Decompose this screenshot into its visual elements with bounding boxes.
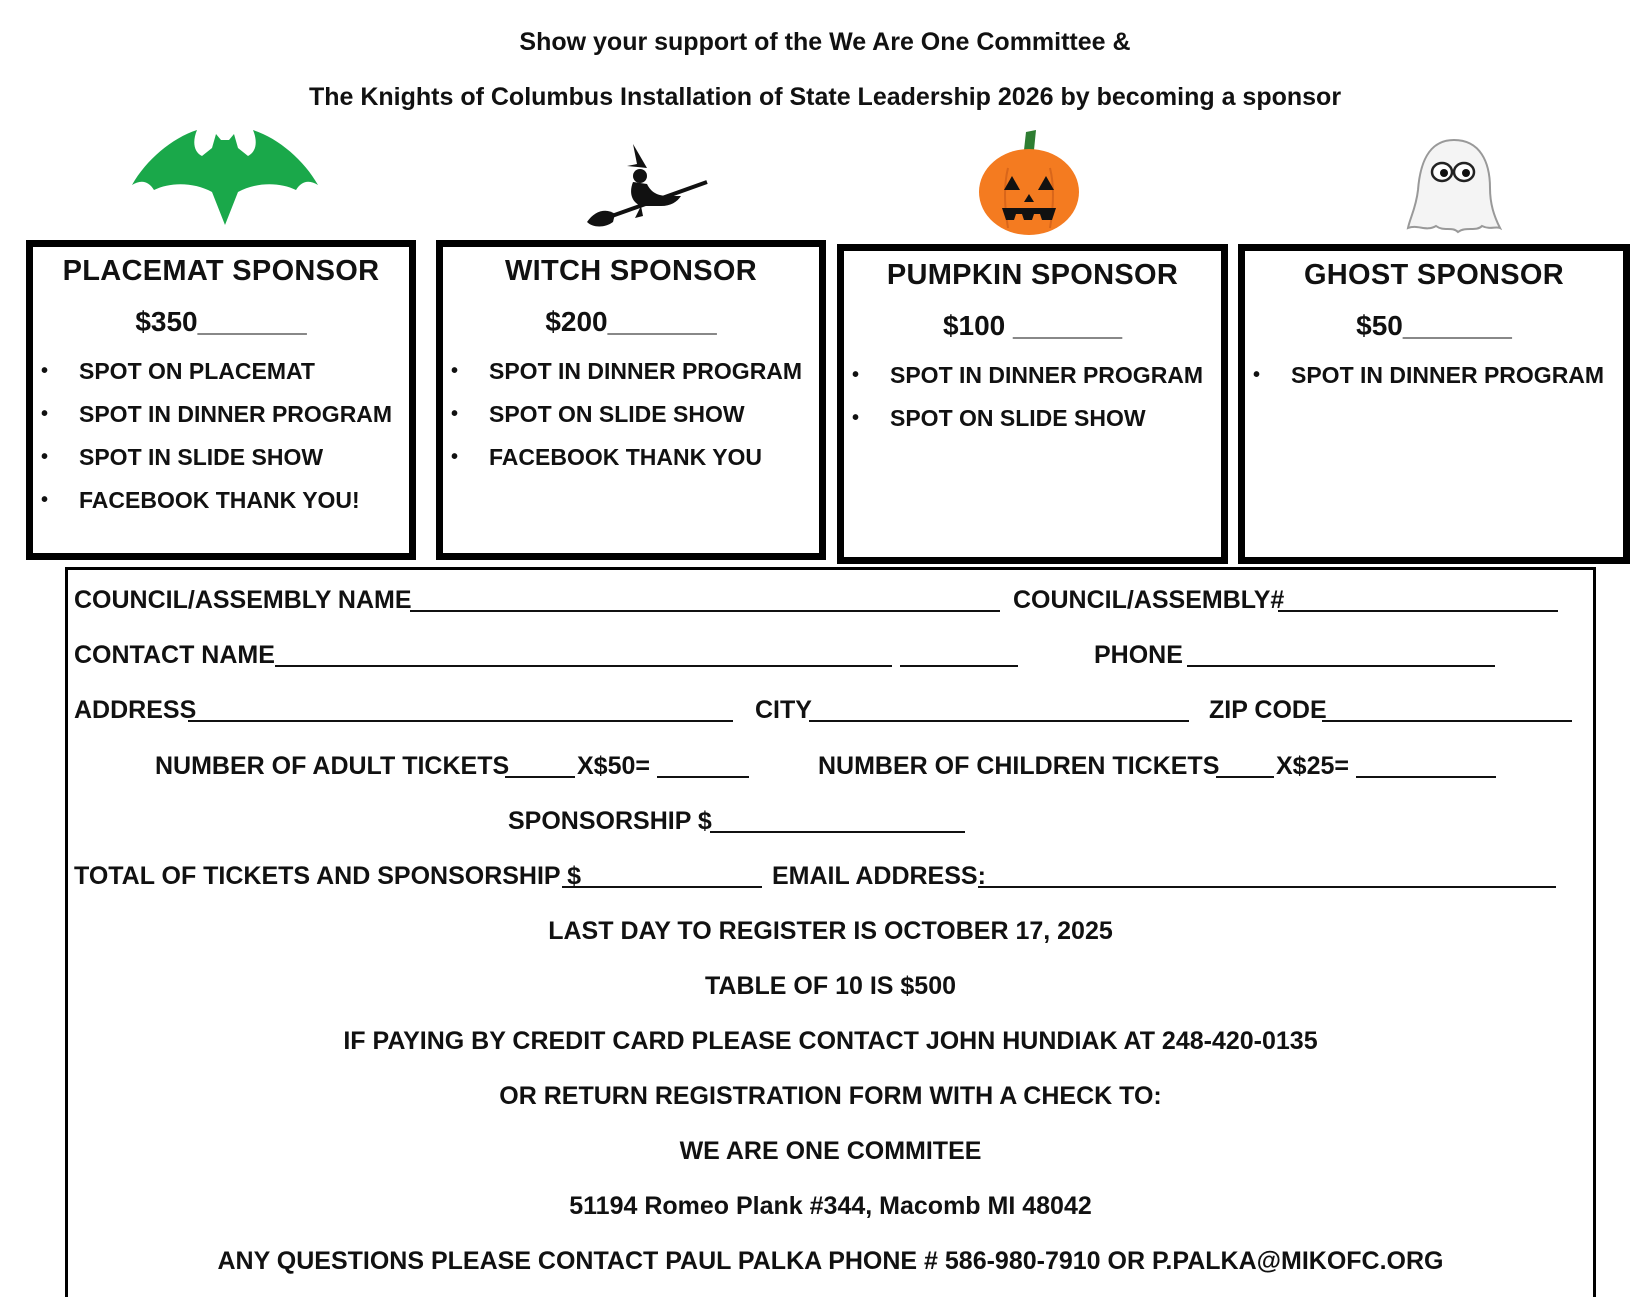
- council-name-label: COUNCIL/ASSEMBLY NAME: [74, 586, 412, 614]
- witch-icon: [585, 140, 710, 228]
- sponsor-price[interactable]: $100 _______: [942, 310, 1123, 341]
- sponsorship-label: SPONSORSHIP $: [508, 807, 712, 835]
- benefit-list: [1245, 360, 1623, 403]
- address-label: ADDRESS: [74, 696, 197, 724]
- total-email-row: [68, 860, 1593, 892]
- committee-name: WE ARE ONE COMMITEE: [679, 1137, 982, 1165]
- benefit-item: • SPOT IN DINNER PROGRAM: [33, 399, 409, 442]
- sponsor-price[interactable]: $350_______: [135, 306, 307, 337]
- return-form-text: OR RETURN REGISTRATION FORM WITH A CHECK TO:: [499, 1082, 1162, 1110]
- adult-tickets-label: NUMBER OF ADULT TICKETS: [155, 752, 510, 780]
- sponsor-title: GHOST SPONSOR: [1303, 259, 1565, 291]
- benefit-item: • SPOT ON PLACEMAT: [33, 356, 409, 399]
- address-row: [68, 694, 1593, 726]
- contact-name-field[interactable]: [275, 665, 892, 667]
- pumpkin-icon: [978, 128, 1080, 236]
- children-price-label: X$25=: [1276, 752, 1349, 780]
- benefit-item: • SPOT IN DINNER PROGRAM: [844, 360, 1221, 403]
- header-line-1: Show your support of the We Are One Committee &: [519, 28, 1131, 56]
- zip-label: ZIP CODE: [1209, 696, 1327, 724]
- adult-tickets-count-field[interactable]: [505, 776, 575, 778]
- ghost-sponsor-box: [1238, 244, 1630, 564]
- email-field[interactable]: [978, 886, 1556, 888]
- children-tickets-count-field[interactable]: [1216, 776, 1274, 778]
- ghost-icon: [1406, 138, 1502, 234]
- registration-form: [65, 567, 1596, 1297]
- pumpkin-sponsor-box: [837, 244, 1228, 564]
- city-field[interactable]: [809, 720, 1189, 722]
- benefit-item: • SPOT IN SLIDE SHOW: [33, 442, 409, 485]
- total-label: TOTAL OF TICKETS AND SPONSORSHIP $: [74, 862, 582, 890]
- contact-row: [68, 639, 1593, 671]
- benefit-item: • SPOT IN DINNER PROGRAM: [443, 356, 819, 399]
- benefit-list: [844, 360, 1221, 446]
- questions-contact: ANY QUESTIONS PLEASE CONTACT PAUL PALKA PHONE # 586-980-7910 OR P.PALKA@MIKOFC.ORG: [217, 1247, 1444, 1275]
- adult-price-label: X$50=: [577, 752, 650, 780]
- sponsor-title: PUMPKIN SPONSOR: [886, 259, 1179, 291]
- council-name-field[interactable]: [410, 610, 1000, 612]
- table-price-text: TABLE OF 10 IS $500: [704, 972, 956, 1000]
- phone-field[interactable]: [1187, 665, 1495, 667]
- benefit-item: • FACEBOOK THANK YOU: [443, 442, 819, 485]
- contact-name-label: CONTACT NAME: [74, 641, 275, 669]
- email-label: EMAIL ADDRESS:: [772, 862, 986, 890]
- benefit-item: • SPOT IN DINNER PROGRAM: [1245, 360, 1623, 403]
- credit-card-text: IF PAYING BY CREDIT CARD PLEASE CONTACT JOHN HUNDIAK AT 248-420-0135: [343, 1027, 1318, 1055]
- total-field[interactable]: [562, 886, 762, 888]
- sponsor-price[interactable]: $200_______: [545, 306, 717, 337]
- council-row: [68, 584, 1593, 616]
- council-number-label: COUNCIL/ASSEMBLY#: [1013, 586, 1285, 614]
- children-tickets-label: NUMBER OF CHILDREN TICKETS: [818, 752, 1220, 780]
- placemat-sponsor-box: [26, 240, 416, 560]
- benefit-list: [33, 356, 409, 528]
- adult-total-field[interactable]: [657, 776, 749, 778]
- bat-icon: [132, 130, 318, 225]
- sponsor-price[interactable]: $50_______: [1356, 310, 1512, 341]
- address-field[interactable]: [188, 720, 733, 722]
- phone-label: PHONE: [1094, 641, 1183, 669]
- tickets-row: [68, 750, 1593, 782]
- sponsor-title: PLACEMAT SPONSOR: [62, 255, 380, 287]
- city-label: CITY: [755, 696, 812, 724]
- sponsorship-field[interactable]: [710, 831, 965, 833]
- benefit-list: [443, 356, 819, 485]
- benefit-item: • FACEBOOK THANK YOU!: [33, 485, 409, 528]
- sponsorship-row: [68, 805, 1593, 837]
- benefit-item: • SPOT ON SLIDE SHOW: [443, 399, 819, 442]
- witch-sponsor-box: [436, 240, 826, 560]
- zip-field[interactable]: [1322, 720, 1572, 722]
- sponsor-title: WITCH SPONSOR: [504, 255, 757, 287]
- header-line-2: The Knights of Columbus Installation of State Leadership 2026 by becoming a sponsor: [308, 83, 1342, 111]
- benefit-item: • SPOT ON SLIDE SHOW: [844, 403, 1221, 446]
- contact-name-extra-field[interactable]: [900, 665, 1018, 667]
- mailing-address: 51194 Romeo Plank #344, Macomb MI 48042: [569, 1192, 1092, 1220]
- council-number-field[interactable]: [1278, 610, 1558, 612]
- children-total-field[interactable]: [1356, 776, 1496, 778]
- deadline-text: LAST DAY TO REGISTER IS OCTOBER 17, 2025: [548, 917, 1113, 945]
